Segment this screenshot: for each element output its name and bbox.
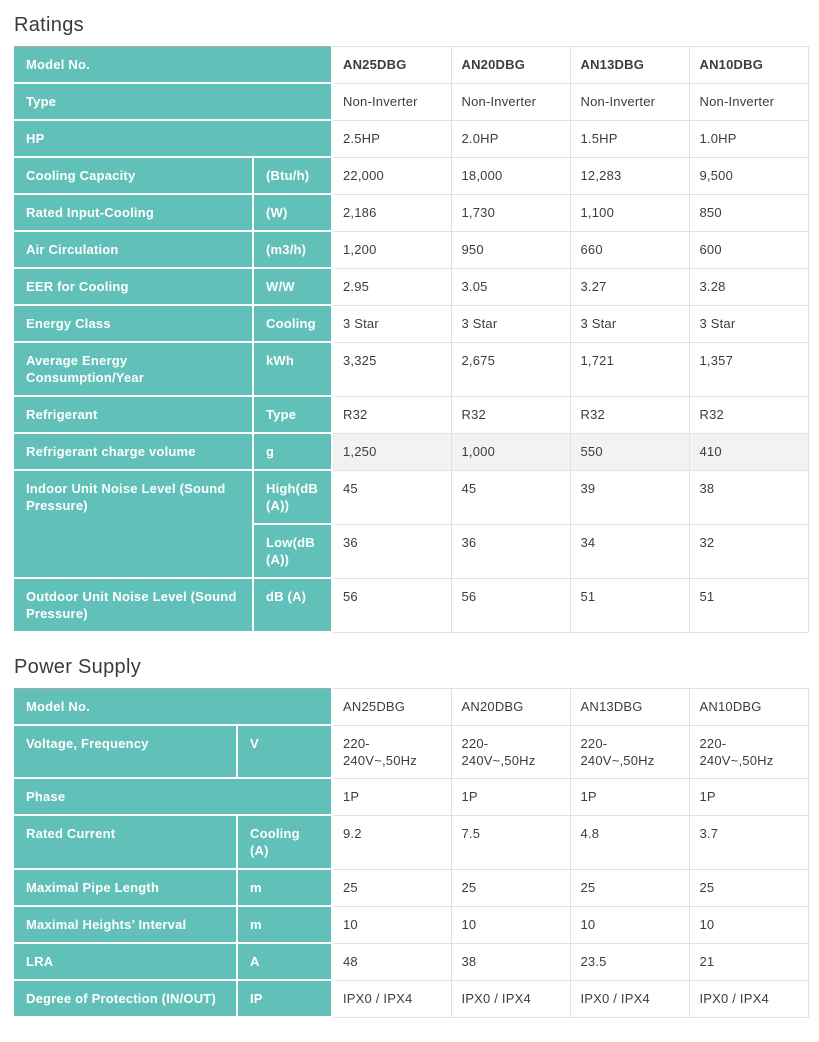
cell-value: 1,100 <box>570 194 689 231</box>
row-label: Maximal Heights’ Interval <box>13 906 237 943</box>
cell-value: 10 <box>332 906 451 943</box>
table-row <box>13 943 808 980</box>
cell-value: 12,283 <box>570 157 689 194</box>
row-label: Rated Current <box>13 815 237 869</box>
cell-value: 56 <box>332 578 451 632</box>
cell-value: 1.0HP <box>689 120 808 157</box>
table-row <box>13 906 808 943</box>
cell-value: IPX0 / IPX4 <box>570 980 689 1017</box>
cell-value: 850 <box>689 194 808 231</box>
cell-value: 950 <box>451 231 570 268</box>
row-unit: High(dB (A)) <box>253 470 332 524</box>
cell-value: 23.5 <box>570 943 689 980</box>
row-label: Model No. <box>13 47 332 84</box>
cell-value: 1,250 <box>332 433 451 470</box>
cell-value: IPX0 / IPX4 <box>689 980 808 1017</box>
cell-value: 25 <box>689 869 808 906</box>
cell-value: 2.0HP <box>451 120 570 157</box>
row-unit: m <box>237 906 332 943</box>
cell-value: IPX0 / IPX4 <box>451 980 570 1017</box>
row-unit: kWh <box>253 342 332 396</box>
cell-value: 1,357 <box>689 342 808 396</box>
table-row <box>13 433 808 470</box>
cell-value: Non-Inverter <box>451 83 570 120</box>
row-unit: g <box>253 433 332 470</box>
cell-value: AN20DBG <box>451 689 570 726</box>
cell-value: Non-Inverter <box>570 83 689 120</box>
cell-value: 1P <box>451 778 570 815</box>
row-label: Model No. <box>13 689 332 726</box>
cell-value: 1,730 <box>451 194 570 231</box>
cell-value: 3 Star <box>451 305 570 342</box>
cell-value: AN13DBG <box>570 689 689 726</box>
cell-value: 410 <box>689 433 808 470</box>
row-unit: (Btu/h) <box>253 157 332 194</box>
cell-value: 2.95 <box>332 268 451 305</box>
row-unit: Low(dB (A)) <box>253 524 332 578</box>
cell-value: 2,675 <box>451 342 570 396</box>
cell-value: 51 <box>570 578 689 632</box>
cell-value: 39 <box>570 470 689 524</box>
cell-value: 550 <box>570 433 689 470</box>
cell-value: 32 <box>689 524 808 578</box>
row-label: Energy Class <box>13 305 253 342</box>
power-supply-table-body <box>13 689 808 1018</box>
cell-value: 3,325 <box>332 342 451 396</box>
table-row <box>13 578 808 632</box>
row-unit: A <box>237 943 332 980</box>
cell-value: 25 <box>332 869 451 906</box>
cell-value: 45 <box>451 470 570 524</box>
cell-value: Non-Inverter <box>689 83 808 120</box>
cell-value: 220-240V~,50Hz <box>332 725 451 778</box>
table-row <box>13 689 808 726</box>
section-title-power-supply: Power Supply <box>14 656 141 678</box>
cell-value: 220-240V~,50Hz <box>570 725 689 778</box>
table-row <box>13 47 808 84</box>
cell-value: 2.5HP <box>332 120 451 157</box>
cell-value: AN13DBG <box>570 47 689 84</box>
cell-value: 22,000 <box>332 157 451 194</box>
row-label: Refrigerant <box>13 396 253 433</box>
cell-value: 1,200 <box>332 231 451 268</box>
row-unit: (W) <box>253 194 332 231</box>
section-title-ratings: Ratings <box>14 14 84 36</box>
table-row <box>13 869 808 906</box>
row-label: EER for Cooling <box>13 268 253 305</box>
row-label: Degree of Protection (IN/OUT) <box>13 980 237 1017</box>
cell-value: 2,186 <box>332 194 451 231</box>
row-label: Refrigerant charge volume <box>13 433 253 470</box>
cell-value: 48 <box>332 943 451 980</box>
cell-value: 21 <box>689 943 808 980</box>
cell-value: 4.8 <box>570 815 689 869</box>
row-unit: Type <box>253 396 332 433</box>
table-row <box>13 396 808 433</box>
table-row <box>13 120 808 157</box>
table-row <box>13 725 808 778</box>
cell-value: 45 <box>332 470 451 524</box>
cell-value: 56 <box>451 578 570 632</box>
table-row <box>13 305 808 342</box>
cell-value: 36 <box>451 524 570 578</box>
cell-value: 36 <box>332 524 451 578</box>
cell-value: 3.05 <box>451 268 570 305</box>
cell-value: IPX0 / IPX4 <box>332 980 451 1017</box>
ratings-table-body <box>13 47 808 633</box>
cell-value: 7.5 <box>451 815 570 869</box>
cell-value: 1,000 <box>451 433 570 470</box>
row-unit: dB (A) <box>253 578 332 632</box>
cell-value: 10 <box>689 906 808 943</box>
cell-value: AN10DBG <box>689 47 808 84</box>
cell-value: 3.28 <box>689 268 808 305</box>
row-label: Type <box>13 83 332 120</box>
table-row <box>13 470 808 524</box>
cell-value: 10 <box>451 906 570 943</box>
row-unit: W/W <box>253 268 332 305</box>
cell-value: 1,721 <box>570 342 689 396</box>
table-row <box>13 194 808 231</box>
row-unit: V <box>237 725 332 778</box>
cell-value: 1P <box>570 778 689 815</box>
row-label: Average Energy Consumption/Year <box>13 342 253 396</box>
cell-value: 3.7 <box>689 815 808 869</box>
cell-value: AN25DBG <box>332 47 451 84</box>
table-row <box>13 157 808 194</box>
cell-value: 3 Star <box>570 305 689 342</box>
row-unit: IP <box>237 980 332 1017</box>
cell-value: 1P <box>332 778 451 815</box>
cell-value: AN25DBG <box>332 689 451 726</box>
cell-value: 1P <box>689 778 808 815</box>
row-label: Voltage, Frequency <box>13 725 237 778</box>
table-row <box>13 268 808 305</box>
row-unit: m <box>237 869 332 906</box>
row-label: Phase <box>13 778 332 815</box>
row-label: Cooling Capacity <box>13 157 253 194</box>
cell-value: 25 <box>451 869 570 906</box>
table-row <box>13 83 808 120</box>
row-unit: Cooling (A) <box>237 815 332 869</box>
cell-value: 38 <box>689 470 808 524</box>
cell-value: 3 Star <box>689 305 808 342</box>
table-row <box>13 231 808 268</box>
table-row <box>13 815 808 869</box>
cell-value: 9.2 <box>332 815 451 869</box>
cell-value: 600 <box>689 231 808 268</box>
row-label: Outdoor Unit Noise Level (Sound Pressure) <box>13 578 253 632</box>
cell-value: AN10DBG <box>689 689 808 726</box>
ratings-table <box>12 46 809 633</box>
row-unit: (m3/h) <box>253 231 332 268</box>
row-label: HP <box>13 120 332 157</box>
row-label: Rated Input-Cooling <box>13 194 253 231</box>
cell-value: 10 <box>570 906 689 943</box>
cell-value: 34 <box>570 524 689 578</box>
row-unit: Cooling <box>253 305 332 342</box>
cell-value: 220-240V~,50Hz <box>451 725 570 778</box>
cell-value: Non-Inverter <box>332 83 451 120</box>
row-label: LRA <box>13 943 237 980</box>
table-row <box>13 342 808 396</box>
cell-value: R32 <box>451 396 570 433</box>
table-row <box>13 778 808 815</box>
cell-value: 25 <box>570 869 689 906</box>
row-label: Indoor Unit Noise Level (Sound Pressure) <box>13 470 253 578</box>
cell-value: 38 <box>451 943 570 980</box>
cell-value: 220-240V~,50Hz <box>689 725 808 778</box>
table-row <box>13 980 808 1017</box>
cell-value: 660 <box>570 231 689 268</box>
cell-value: R32 <box>570 396 689 433</box>
cell-value: 1.5HP <box>570 120 689 157</box>
row-label: Maximal Pipe Length <box>13 869 237 906</box>
power-supply-table <box>12 688 809 1018</box>
cell-value: R32 <box>689 396 808 433</box>
row-label: Air Circulation <box>13 231 253 268</box>
cell-value: 51 <box>689 578 808 632</box>
cell-value: R32 <box>332 396 451 433</box>
cell-value: 3 Star <box>332 305 451 342</box>
cell-value: 18,000 <box>451 157 570 194</box>
cell-value: AN20DBG <box>451 47 570 84</box>
cell-value: 3.27 <box>570 268 689 305</box>
cell-value: 9,500 <box>689 157 808 194</box>
